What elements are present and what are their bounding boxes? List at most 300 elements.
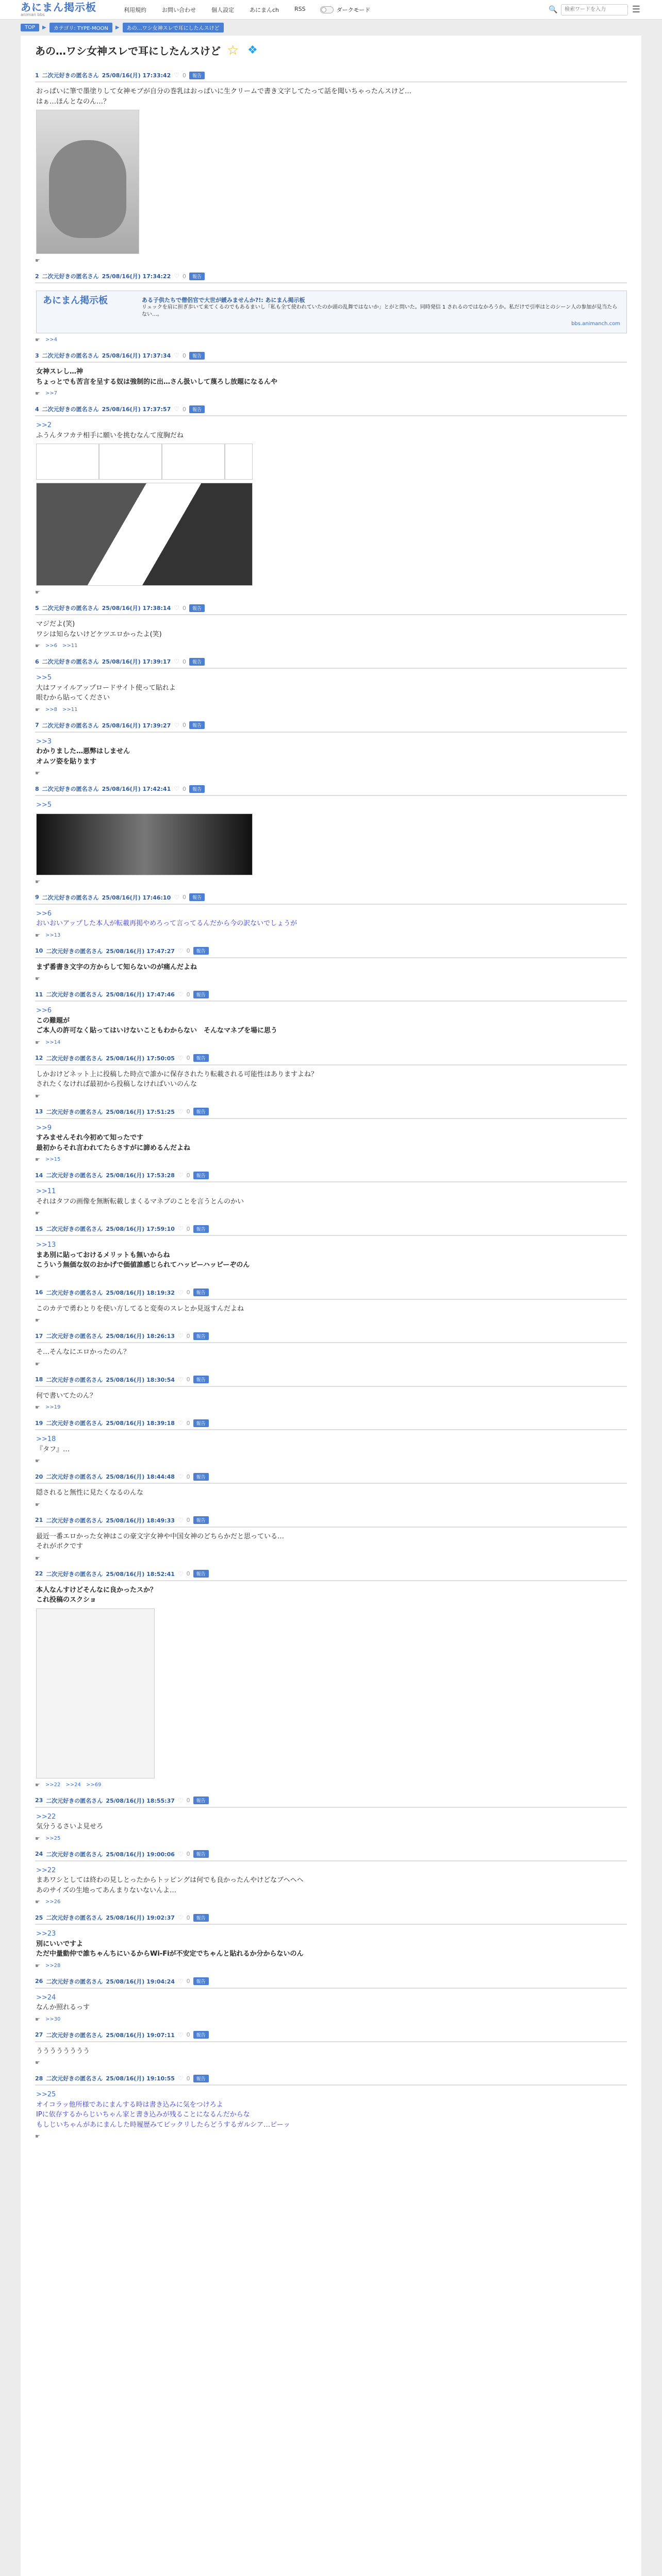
- reply-link[interactable]: >>30: [45, 2016, 61, 2022]
- reply-hand-icon[interactable]: ☛: [35, 589, 40, 596]
- post-image[interactable]: [36, 814, 253, 875]
- search-icon[interactable]: 🔍: [549, 5, 558, 14]
- post-number[interactable]: 26: [35, 1978, 43, 1985]
- post-number[interactable]: 15: [35, 1225, 43, 1232]
- image-figure: [49, 140, 126, 238]
- post-body: [35, 82, 627, 254]
- heart-icon[interactable]: ♡: [177, 947, 184, 955]
- post-text: 女神スレし…神: [36, 368, 84, 376]
- top-nav: [124, 6, 306, 14]
- post-author: 二次元好きの匿名さん: [46, 1797, 103, 1804]
- post: [35, 1913, 627, 1969]
- reply-anchor[interactable]: >>22: [36, 1812, 56, 1821]
- menu-icon[interactable]: ☰: [632, 4, 641, 15]
- reply-hand-icon[interactable]: ☛: [35, 2059, 40, 2066]
- site-logo[interactable]: [21, 2, 108, 17]
- post-number[interactable]: 7: [35, 722, 39, 729]
- post-body: [35, 1925, 627, 1959]
- nav-rss[interactable]: RSS: [294, 5, 306, 12]
- post-header: [35, 721, 627, 733]
- reply-link[interactable]: >>6: [45, 643, 57, 649]
- reply-hand-icon[interactable]: ☛: [35, 1501, 40, 1508]
- report-button[interactable]: 報告: [189, 273, 205, 280]
- post-number[interactable]: 20: [35, 1473, 43, 1480]
- post-number[interactable]: 6: [35, 658, 39, 665]
- post: [35, 1332, 627, 1367]
- post-image[interactable]: [36, 1608, 155, 1778]
- heart-icon[interactable]: ♡: [177, 1977, 184, 1985]
- report-button[interactable]: 報告: [189, 604, 205, 612]
- post-text: しかおけどネット上に投稿した時点で誰かに保存されたり転載される可能性はありますよね？: [36, 1070, 318, 1078]
- reply-hand-icon[interactable]: ☛: [35, 390, 40, 397]
- post: [35, 893, 627, 939]
- heart-icon[interactable]: ♡: [177, 1054, 184, 1062]
- breadcrumb-top[interactable]: TOP: [21, 24, 39, 31]
- post: [35, 1054, 627, 1099]
- report-button[interactable]: 報告: [193, 1419, 209, 1427]
- post-number[interactable]: 21: [35, 1517, 43, 1524]
- post-date: 25/08/16(月) 18:49:33: [106, 1517, 175, 1524]
- reply-anchor[interactable]: >>24: [36, 1993, 56, 2002]
- like-count: 0: [186, 1914, 190, 1921]
- post-date: 25/08/16(月) 17:33:42: [102, 72, 171, 79]
- post-author: 二次元好きの匿名さん: [46, 1517, 103, 1524]
- twitter-bird-icon[interactable]: ❖: [247, 43, 258, 57]
- post-body: [35, 283, 627, 333]
- post-number[interactable]: 3: [35, 352, 39, 359]
- nav-settings[interactable]: 個人設定: [211, 6, 234, 13]
- post-author: 二次元好きの匿名さん: [42, 786, 99, 793]
- reply-hand-icon[interactable]: ☛: [35, 1156, 40, 1163]
- post-text: 隠されると無性に見たくなるのんな: [36, 1489, 144, 1497]
- report-button[interactable]: 報告: [193, 1570, 209, 1578]
- post-number[interactable]: 23: [35, 1797, 43, 1804]
- heart-icon[interactable]: ♡: [177, 1850, 184, 1858]
- post: [35, 1472, 627, 1508]
- post-footer: [35, 878, 627, 885]
- reply-hand-icon[interactable]: ☛: [35, 642, 40, 650]
- post-header: [35, 1472, 627, 1484]
- post-body: [35, 1343, 627, 1358]
- report-button[interactable]: 報告: [193, 1054, 209, 1062]
- reply-link[interactable]: >>28: [45, 1962, 61, 1969]
- reply-hand-icon[interactable]: ☛: [35, 1458, 40, 1465]
- reply-link[interactable]: >>7: [45, 391, 57, 397]
- report-button[interactable]: 報告: [189, 893, 205, 901]
- post-text: おっぱいに筆で墨塗りして女神モブが自分の巻乳はおっぱいに生クリームで書き文字してたって話を聞いちゃったんスけど…: [36, 88, 412, 95]
- post-text: 大はファイルアップロードサイト使って貼れよ: [36, 684, 176, 692]
- post-number[interactable]: 16: [35, 1289, 43, 1296]
- post-footer: [35, 975, 627, 982]
- post-text: 気分うるさいよ見せろ: [36, 1823, 104, 1831]
- like-count: 0: [186, 1172, 190, 1179]
- post-footer: [35, 2133, 627, 2140]
- breadcrumb-category[interactable]: カテゴリ: TYPE-MOON: [49, 23, 112, 32]
- post: [35, 721, 627, 777]
- reply-link[interactable]: >>8: [45, 706, 57, 713]
- heart-icon[interactable]: ♡: [177, 2031, 184, 2039]
- post-date: 25/08/16(月) 17:37:57: [102, 406, 171, 413]
- heart-icon[interactable]: ♡: [177, 1419, 184, 1427]
- reply-anchor[interactable]: >>6: [36, 1007, 52, 1015]
- post-body: [35, 615, 627, 639]
- reply-anchor[interactable]: >>5: [36, 801, 52, 809]
- reply-anchor[interactable]: >>25: [36, 2091, 56, 2099]
- like-count: 0: [186, 947, 190, 955]
- report-button[interactable]: 報告: [189, 72, 205, 79]
- post-number[interactable]: 9: [35, 894, 39, 901]
- post-footer: [35, 1210, 627, 1216]
- breadcrumb-arrow-icon: ▶: [115, 25, 120, 30]
- reply-hand-icon[interactable]: ☛: [35, 770, 40, 777]
- post-number[interactable]: 2: [35, 273, 39, 280]
- reply-anchor[interactable]: >>6: [36, 909, 52, 918]
- heart-icon[interactable]: ♡: [177, 1108, 184, 1115]
- heart-icon[interactable]: ♡: [177, 1289, 184, 1296]
- post-number[interactable]: 18: [35, 1376, 43, 1383]
- reply-hand-icon[interactable]: ☛: [35, 1360, 40, 1367]
- post-date: 25/08/16(月) 17:42:41: [102, 786, 171, 793]
- post-footer: [35, 1156, 627, 1163]
- heart-icon[interactable]: ♡: [177, 2075, 184, 2082]
- post-footer: [35, 1899, 627, 1905]
- favorite-star-icon[interactable]: ☆: [227, 42, 239, 58]
- post-number[interactable]: 14: [35, 1172, 43, 1179]
- report-button[interactable]: 報告: [189, 405, 205, 413]
- reply-anchor[interactable]: >>22: [36, 1866, 56, 1874]
- post-number[interactable]: 11: [35, 991, 43, 998]
- report-button[interactable]: 報告: [193, 1914, 209, 1922]
- post-author: 二次元好きの匿名さん: [46, 1108, 103, 1115]
- post-body: [35, 1182, 627, 1207]
- post-date: 25/08/16(月) 19:04:24: [106, 1978, 175, 1985]
- heart-icon[interactable]: ♡: [177, 1172, 184, 1179]
- post-author: 二次元好きの匿名さん: [46, 1914, 103, 1922]
- reply-hand-icon[interactable]: ☛: [35, 2133, 40, 2140]
- post-text: もしじいちゃんがあにまんした時履歴みてビックリしたらどうするガルシア…ピーッ: [36, 2121, 290, 2129]
- heart-icon[interactable]: ♡: [174, 273, 179, 280]
- reply-anchor[interactable]: >>9: [36, 1124, 52, 1132]
- reply-hand-icon[interactable]: ☛: [35, 1781, 40, 1788]
- heart-icon[interactable]: ♡: [174, 658, 179, 666]
- nav-terms[interactable]: 利用規約: [124, 6, 146, 13]
- post-body: [35, 1236, 627, 1270]
- post-number[interactable]: 12: [35, 1055, 43, 1062]
- reply-hand-icon[interactable]: ☛: [35, 1554, 40, 1562]
- post-text: おいおいアップした本人が転載再掲やめろって言ってるんだから今の訳ないでしょうが: [36, 920, 297, 928]
- reply-hand-icon[interactable]: ☛: [35, 1092, 40, 1099]
- post-header: [35, 893, 627, 905]
- reply-hand-icon[interactable]: ☛: [35, 1039, 40, 1046]
- post-text: マジだよ(笑): [36, 620, 75, 629]
- title-row: [35, 43, 627, 58]
- reply-anchor[interactable]: >>13: [36, 1241, 56, 1249]
- post-date: 25/08/16(月) 18:52:41: [106, 1570, 175, 1578]
- post-body: [35, 2042, 627, 2057]
- report-button[interactable]: 報告: [189, 352, 205, 360]
- heart-icon[interactable]: ♡: [177, 1225, 184, 1233]
- post-author: 二次元好きの匿名さん: [46, 2075, 103, 2082]
- logo-subtext: animan bbs: [21, 12, 45, 17]
- reply-anchor[interactable]: >>23: [36, 1930, 56, 1938]
- like-count: 0: [186, 1978, 190, 1985]
- post-header: [35, 71, 627, 82]
- report-button[interactable]: 報告: [193, 1376, 209, 1383]
- page-title: あの…ワシ女神スレで耳にしたんスけど: [35, 45, 221, 57]
- report-button[interactable]: 報告: [193, 2031, 209, 2039]
- reply-link[interactable]: >>11: [62, 643, 78, 649]
- post-text: まず番書き文字の方からして知らないのが痛んだよね: [36, 963, 197, 971]
- post-header: [35, 1225, 627, 1236]
- post-header: [35, 272, 627, 283]
- post-number[interactable]: 22: [35, 1570, 43, 1578]
- heart-icon[interactable]: ♡: [174, 405, 179, 413]
- reply-link[interactable]: >>14: [45, 1039, 61, 1045]
- report-button[interactable]: 報告: [193, 991, 209, 998]
- dark-mode-toggle[interactable]: [320, 6, 371, 14]
- post-footer: [35, 2059, 627, 2066]
- post-body: [35, 1861, 627, 1896]
- post-header: [35, 351, 627, 363]
- report-button[interactable]: 報告: [193, 1977, 209, 1985]
- heart-icon[interactable]: ♡: [177, 1914, 184, 1922]
- heart-icon[interactable]: ♡: [177, 991, 184, 998]
- post-number[interactable]: 13: [35, 1108, 43, 1115]
- post-body: [35, 1808, 627, 1832]
- reply-hand-icon[interactable]: ☛: [35, 931, 40, 939]
- post: [35, 1289, 627, 1324]
- post-body: [35, 1300, 627, 1314]
- heart-icon[interactable]: ♡: [177, 1797, 184, 1804]
- post-text: ふうんタフカテ相手に願いを挑むなんて度胸だね: [36, 431, 184, 439]
- post-number[interactable]: 5: [35, 604, 39, 612]
- report-button[interactable]: 報告: [189, 721, 205, 729]
- post-header: [35, 1977, 627, 1989]
- post-date: 25/08/16(月) 17:51:25: [106, 1108, 175, 1115]
- report-button[interactable]: 報告: [193, 1473, 209, 1481]
- reply-link[interactable]: >>26: [45, 1899, 61, 1905]
- post-number[interactable]: 10: [35, 947, 43, 955]
- post-date: 25/08/16(月) 18:26:13: [106, 1333, 175, 1340]
- reply-link[interactable]: >>69: [86, 1782, 102, 1788]
- post-body: [35, 905, 627, 929]
- post-footer: [35, 336, 627, 343]
- report-button[interactable]: 報告: [193, 1172, 209, 1179]
- post-date: 25/08/16(月) 18:44:48: [106, 1473, 175, 1481]
- post-text: それがボクです: [36, 1543, 84, 1551]
- nav-animanch[interactable]: あにまんch: [250, 6, 279, 13]
- heart-icon[interactable]: ♡: [177, 1376, 184, 1383]
- reply-anchor[interactable]: >>3: [36, 737, 52, 745]
- heart-icon[interactable]: ♡: [174, 352, 179, 360]
- like-count: 0: [183, 72, 186, 79]
- link-preview-card[interactable]: [36, 291, 627, 333]
- post-number[interactable]: 4: [35, 405, 39, 413]
- report-button[interactable]: 報告: [193, 1289, 209, 1296]
- post-body: [35, 1119, 627, 1154]
- like-count: 0: [183, 785, 186, 792]
- post-image[interactable]: [36, 110, 139, 254]
- reply-link[interactable]: >>24: [65, 1782, 81, 1788]
- post: [35, 351, 627, 397]
- like-count: 0: [186, 1851, 190, 1858]
- post-number[interactable]: 25: [35, 1914, 43, 1921]
- search-input[interactable]: [561, 4, 628, 15]
- post-footer: [35, 1274, 627, 1280]
- reply-link[interactable]: >>22: [45, 1782, 61, 1788]
- report-button[interactable]: 報告: [189, 785, 205, 793]
- post-date: 25/08/16(月) 17:34:22: [102, 273, 171, 280]
- report-button[interactable]: 報告: [193, 1108, 209, 1115]
- post-author: 二次元好きの匿名さん: [46, 1055, 103, 1062]
- post-author: 二次元好きの匿名さん: [42, 894, 99, 901]
- post-author: 二次元好きの匿名さん: [46, 991, 103, 998]
- reply-hand-icon[interactable]: ☛: [35, 975, 40, 982]
- reply-link[interactable]: >>15: [45, 1157, 61, 1163]
- post-text: ちょっとでも苦言を呈する奴は強制的に出…さん扱いして蔑ろし放題になるんや: [36, 378, 278, 386]
- reply-hand-icon[interactable]: ☛: [35, 878, 40, 885]
- post-author: 二次元好きの匿名さん: [46, 1172, 103, 1179]
- post-author: 二次元好きの匿名さん: [42, 352, 99, 360]
- like-count: 0: [183, 658, 186, 665]
- post: [35, 1977, 627, 2023]
- preview-description: リュックを肩に担ぎ歩いて来てくるのでもあるまいし「私も全て使われていたのか頭の乱舞ではないか」とがと問いた。同時発信 1 されるのではなかろうか。私だけで引率はとのシーン人の参加が見当たらない…。: [142, 304, 618, 318]
- post-author: 二次元好きの匿名さん: [46, 1978, 103, 1985]
- post-footer: [35, 390, 627, 397]
- post-header: [35, 604, 627, 615]
- post-footer: [35, 1782, 627, 1788]
- reply-anchor[interactable]: >>11: [36, 1188, 56, 1196]
- post-footer: [35, 2016, 627, 2023]
- post-body: [35, 1430, 627, 1454]
- post-text: これ投稿のスクショ: [36, 1596, 96, 1604]
- toggle-track[interactable]: [320, 6, 334, 13]
- post-number[interactable]: 27: [35, 2031, 43, 2039]
- reply-hand-icon[interactable]: ☛: [35, 706, 40, 713]
- reply-anchor[interactable]: >>5: [36, 674, 52, 682]
- post-image[interactable]: [36, 483, 253, 586]
- post-text: そ…そんなにエロかったのん？: [36, 1348, 130, 1357]
- post-header: [35, 1054, 627, 1065]
- report-button[interactable]: 報告: [193, 1332, 209, 1340]
- reply-hand-icon[interactable]: ☛: [35, 1273, 40, 1280]
- heart-icon[interactable]: ♡: [174, 785, 179, 793]
- heart-icon[interactable]: ♡: [174, 721, 179, 729]
- post-number[interactable]: 24: [35, 1851, 43, 1858]
- post: [35, 1171, 627, 1216]
- heart-icon[interactable]: ♡: [174, 604, 179, 612]
- like-count: 0: [186, 1376, 190, 1383]
- post-text: このカテで勇わとりを使い方してると変奏のスレとか見返すんだよね: [36, 1304, 244, 1313]
- reply-link[interactable]: >>13: [45, 932, 61, 938]
- reply-anchor[interactable]: >>18: [36, 1435, 56, 1444]
- post: [35, 71, 627, 264]
- heart-icon[interactable]: ♡: [174, 72, 179, 79]
- reply-link[interactable]: >>11: [62, 706, 78, 713]
- reply-hand-icon[interactable]: ☛: [35, 1317, 40, 1324]
- post-body: [35, 2086, 627, 2130]
- report-button[interactable]: 報告: [193, 1516, 209, 1524]
- reply-hand-icon[interactable]: ☛: [35, 1210, 40, 1217]
- post-author: 二次元好きの匿名さん: [42, 72, 99, 79]
- post-header: [35, 1171, 627, 1182]
- reply-link[interactable]: >>19: [45, 1404, 61, 1411]
- post-number[interactable]: 8: [35, 785, 39, 792]
- report-button[interactable]: 報告: [189, 658, 205, 666]
- reply-hand-icon[interactable]: ☛: [35, 1404, 40, 1411]
- heart-icon[interactable]: ♡: [177, 1332, 184, 1340]
- post-text: まあ別に貼っておけるメリットも無いからね: [36, 1251, 170, 1259]
- reply-link[interactable]: >>25: [45, 1835, 61, 1841]
- reply-hand-icon[interactable]: ☛: [35, 1835, 40, 1842]
- post-header: [35, 1108, 627, 1119]
- post-date: 25/08/16(月) 17:53:28: [106, 1172, 175, 1179]
- reply-link[interactable]: >>4: [45, 337, 57, 343]
- post-number[interactable]: 19: [35, 1419, 43, 1427]
- post-header: [35, 657, 627, 669]
- report-button[interactable]: 報告: [193, 1797, 209, 1804]
- post-number[interactable]: 17: [35, 1332, 43, 1340]
- report-button[interactable]: 報告: [193, 1225, 209, 1233]
- post-footer: [35, 589, 627, 596]
- like-count: 0: [186, 1517, 190, 1524]
- post-author: 二次元好きの匿名さん: [46, 1376, 103, 1383]
- post-footer: [35, 1093, 627, 1099]
- report-button[interactable]: 報告: [193, 947, 209, 955]
- post-footer: [35, 770, 627, 776]
- reply-hand-icon[interactable]: ☛: [35, 1962, 40, 1969]
- post-text: 眼むから貼ってください: [36, 694, 110, 702]
- post-header: [35, 990, 627, 1002]
- post-footer: [35, 257, 627, 264]
- post-header: [35, 1913, 627, 1925]
- post-number[interactable]: 28: [35, 2075, 43, 2082]
- post-text: 最近一番エロかった女神はこの豪文字女神や中国女神のどちらかだと思っている…: [36, 1532, 285, 1540]
- reply-hand-icon[interactable]: ☛: [35, 257, 40, 264]
- post: [35, 1108, 627, 1163]
- breadcrumb-thread[interactable]: あの…ワシ女神スレで耳にしたんスけど: [123, 23, 224, 32]
- report-button[interactable]: 報告: [193, 2075, 209, 2082]
- post: [35, 990, 627, 1046]
- heart-icon[interactable]: ♡: [177, 1570, 184, 1578]
- post-text: うううううううう: [36, 2047, 90, 2055]
- nav-contact[interactable]: お問い合わせ: [162, 6, 196, 13]
- post-image[interactable]: [36, 444, 253, 480]
- post-text: わかりました…悪弊はしません: [36, 748, 130, 756]
- heart-icon[interactable]: ♡: [177, 1473, 184, 1481]
- post-text: まあワシとしては終わの見しとったからトッピングは何でも良かったんやけどなブヘヘヘ: [36, 1876, 304, 1885]
- post-text: それはタフの画像を無断転載しまくるマネブのことを言うとんのかい: [36, 1197, 244, 1206]
- reply-hand-icon[interactable]: ☛: [35, 1899, 40, 1906]
- post-header: [35, 1516, 627, 1528]
- reply-anchor[interactable]: >>2: [36, 421, 52, 430]
- post-date: 25/08/16(月) 17:47:27: [106, 947, 175, 955]
- preview-logo: [43, 296, 136, 328]
- heart-icon[interactable]: ♡: [174, 893, 179, 901]
- report-button[interactable]: 報告: [193, 1850, 209, 1858]
- post: [35, 947, 627, 982]
- post-date: 25/08/16(月) 17:39:27: [102, 722, 171, 729]
- logo-text: あにまん掲示板: [21, 1, 96, 13]
- post-body: [35, 1989, 627, 2013]
- heart-icon[interactable]: ♡: [177, 1516, 184, 1524]
- reply-hand-icon[interactable]: ☛: [35, 336, 40, 344]
- post-text: 何で書いてたのん？: [36, 1392, 97, 1400]
- post-number[interactable]: 1: [35, 72, 39, 79]
- site-header: [0, 0, 662, 20]
- reply-hand-icon[interactable]: ☛: [35, 2015, 40, 2023]
- post-text: ワシは知らないけどケツエロかったよ(笑): [36, 630, 162, 638]
